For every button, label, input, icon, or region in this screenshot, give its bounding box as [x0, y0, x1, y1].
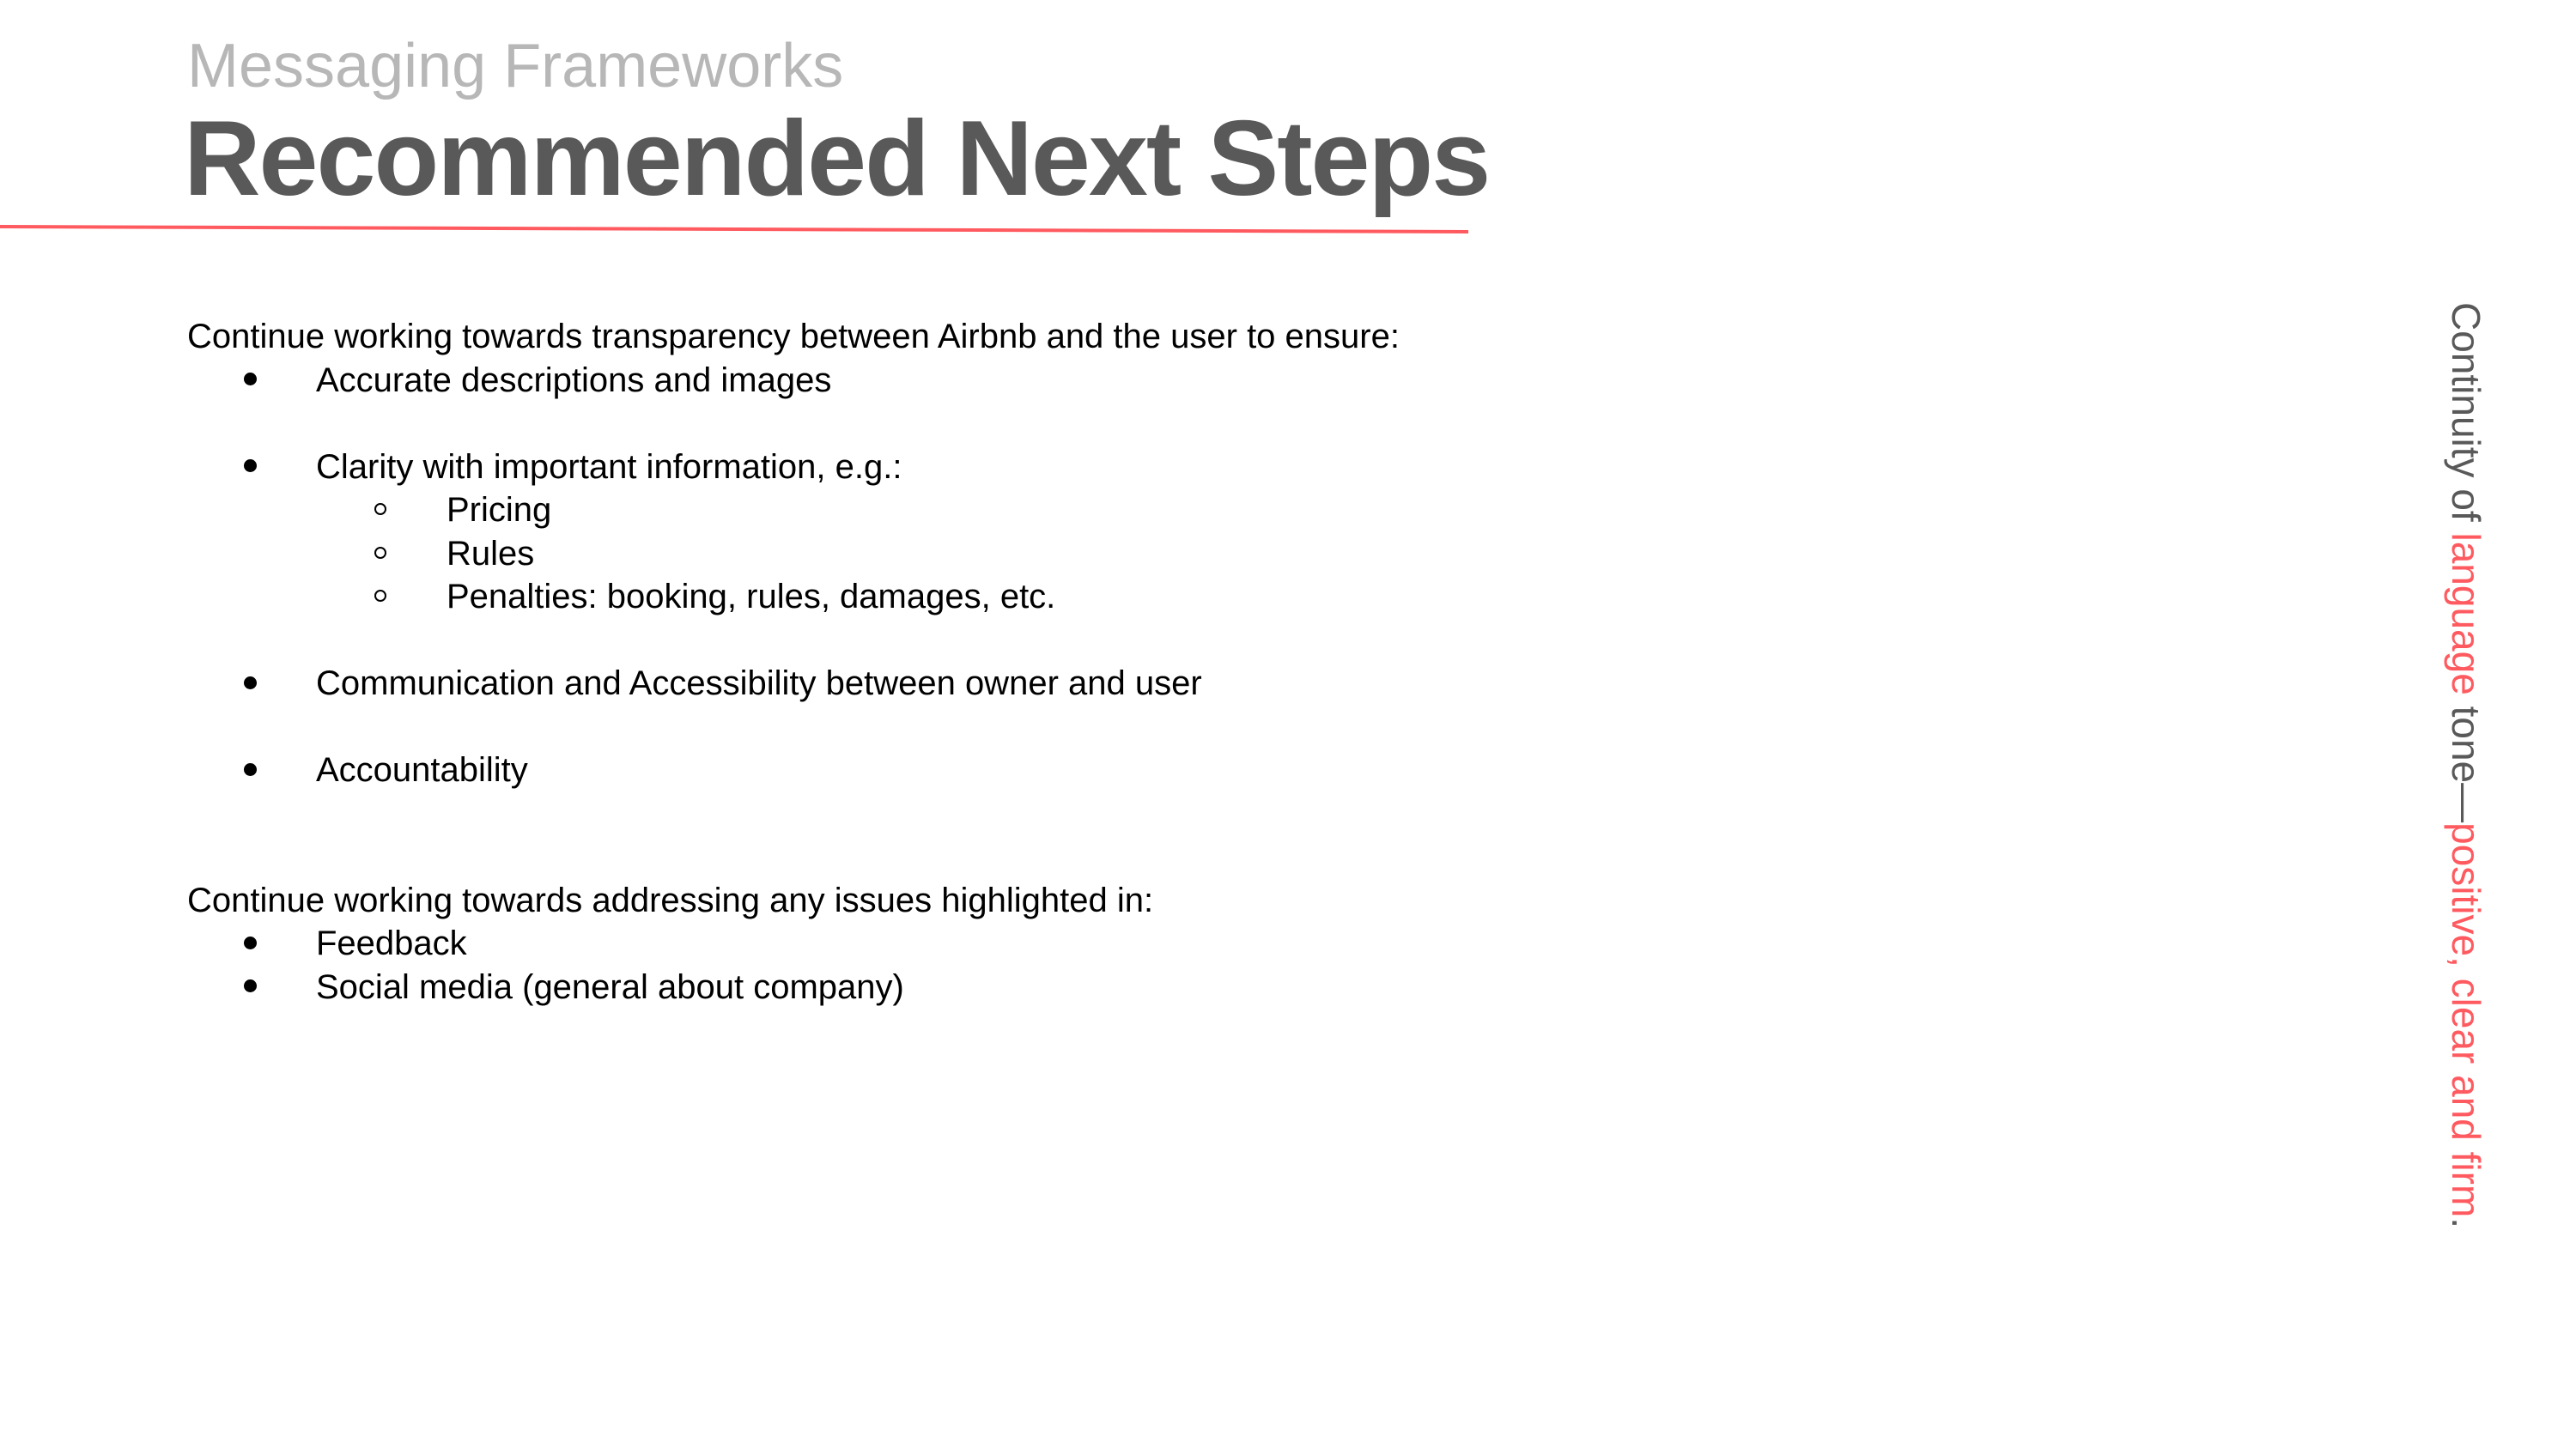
list-item	[187, 966, 1561, 1009]
sub-list-item-text: Penalties: booking, rules, damages, etc.	[447, 578, 1056, 615]
sidebar-text-part: tone—	[2444, 694, 2488, 823]
sub-list-item-text: Pricing	[447, 491, 552, 529]
sub-list-item	[187, 575, 1561, 619]
bullet-dot-icon	[233, 446, 267, 489]
slide-body	[187, 315, 1561, 1009]
list-item	[187, 662, 1561, 706]
bullet-dot-icon	[233, 922, 267, 966]
bullet-circle-icon	[363, 488, 398, 532]
list-item-text: Communication and Accessibility between owner and user	[316, 664, 1202, 702]
sidebar-accent-text: language	[2444, 532, 2488, 695]
bullet-dot-icon	[233, 966, 267, 1009]
sidebar-accent-text: positive, clear and firm	[2444, 822, 2488, 1218]
list-item-text: Accountability	[316, 751, 528, 789]
list-item	[187, 922, 1561, 966]
sidebar-text-part: Continuity of	[2444, 302, 2488, 533]
list-item-text: Accurate descriptions and images	[316, 361, 832, 399]
bullet-circle-icon	[363, 575, 398, 619]
list-item	[187, 359, 1561, 403]
bullet-dot-icon	[233, 359, 267, 403]
sub-list-item-text: Rules	[447, 534, 535, 573]
section1-intro: Continue working towards transparency between Airbnb and the user to ensure:	[187, 318, 1400, 355]
title-underline	[0, 220, 1468, 239]
sub-list-item	[187, 488, 1561, 532]
bullet-dot-icon	[233, 662, 267, 706]
list-item	[187, 446, 1561, 489]
slide-supertitle: Messaging Frameworks	[187, 32, 844, 100]
sub-list-item	[187, 532, 1561, 576]
list-item	[187, 749, 1561, 792]
list-item-text: Feedback	[316, 925, 467, 962]
bullet-circle-icon	[363, 532, 398, 576]
list-item-text: Clarity with important information, e.g.:	[316, 447, 902, 486]
title-underline-stroke	[0, 227, 1468, 232]
section2-intro: Continue working towards addressing any issues highlighted in:	[187, 881, 1154, 919]
sidebar-text-part: .	[2444, 1217, 2488, 1229]
slide-title: Recommended Next Steps	[184, 100, 1490, 218]
vertical-sidebar-note	[2440, 302, 2492, 1228]
bullet-dot-icon	[233, 749, 267, 792]
list-item-text: Social media (general about company)	[316, 967, 904, 1006]
